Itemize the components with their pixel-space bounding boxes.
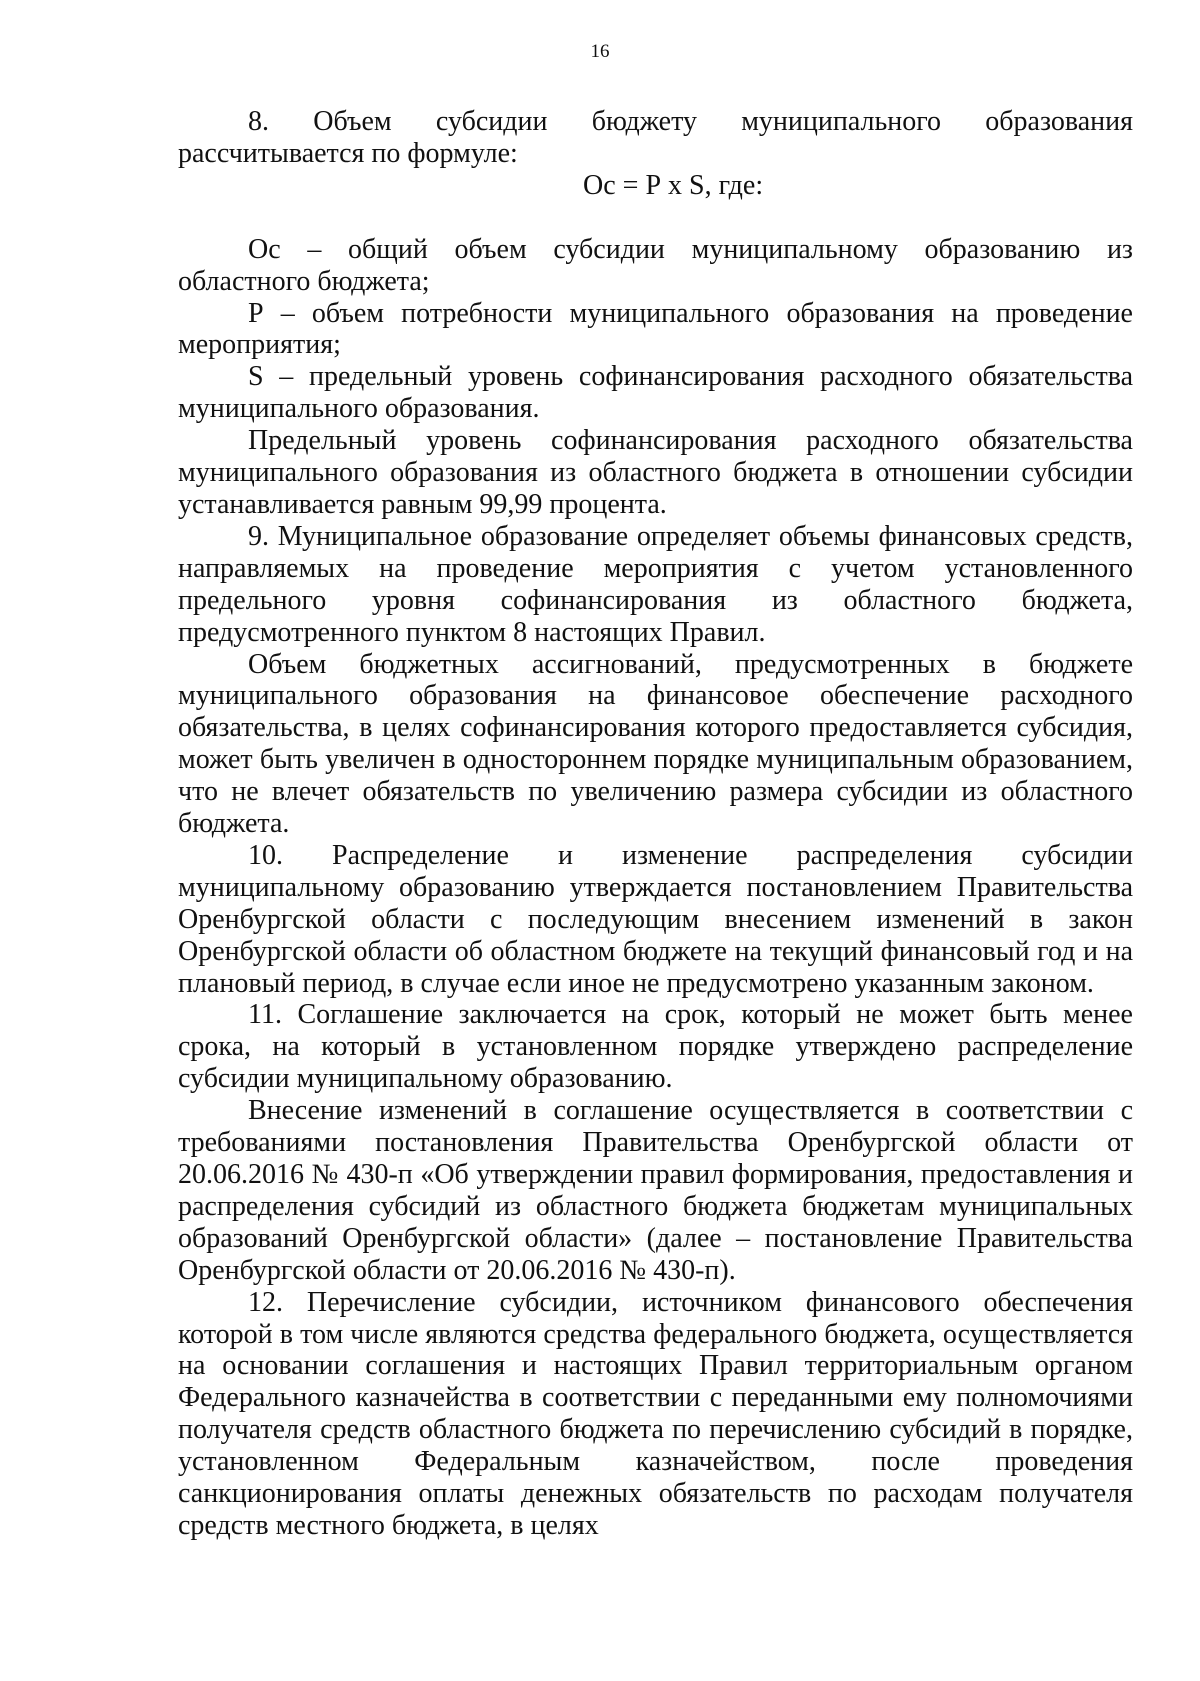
definition-p: Р – объем потребности муниципального образования на проведение мероприятия;	[178, 297, 1133, 361]
paragraph-10: 10. Распределение и изменение распределения субсидии муниципальному образованию утверждается постановлением Правительства Оренбургской области с последующим внесением изменений в закон Оренбургской области об областном бюджете на текущий финансовый год и на плановый период, в случае если иное не предусмотрено указанным законом.	[178, 839, 1133, 999]
definition-oc: Ос – общий объем субсидии муниципальному образованию из областного бюджета;	[178, 233, 1133, 297]
paragraph-11: 11. Соглашение заключается на срок, который не может быть менее срока, на который в установленном порядке утверждено распределение субсидии муниципальному образованию.	[178, 999, 1133, 1095]
agreement-changes-paragraph: Внесение изменений в соглашение осуществляется в соответствии с требованиями постановления Правительства Оренбургской области от 20.06.2016 № 430-п «Об утверждении правил формирования, предоставления и распределения субсидий из областного бюджета бюджетам муниципальных образований Оренбургской области» (далее – постановление Правительства Оренбургской области от 20.06.2016 № 430-п).	[178, 1095, 1133, 1286]
formula: Ос = Р x S, где:	[583, 169, 764, 201]
paragraph-8: 8. Объем субсидии бюджету муниципального образования рассчитывается по формуле:	[178, 106, 1133, 169]
budget-allocation-paragraph: Объем бюджетных ассигнований, предусмотренных в бюджете муниципального образования на финансовое обеспечение расходного обязательства, в целях софинансирования которого предоставляется субсидия, может быть увеличен в одностороннем порядке муниципальным образованием, что не влечет обязательств по увеличению размера субсидии из областного бюджета.	[178, 648, 1133, 840]
cofinancing-limit-paragraph: Предельный уровень софинансирования расходного обязательства муниципального образования из областного бюджета в отношении субсидии устанавливается равным 99,99 процента.	[178, 425, 1133, 520]
page-number: 16	[590, 41, 610, 62]
paragraph-12: 12. Перечисление субсидии, источником финансового обеспечения которой в том числе являются средства федерального бюджета, осуществляется на основании соглашения и настоящих Правил территориальным органом Федерального казначейства в соответствии с переданными ему полномочиями получателя средств областного бюджета по перечислению субсидий в порядке, установленном Федеральным казначейством, после проведения санкционирования оплаты денежных обязательств по расходам получателя средств местного бюджета, в целях	[178, 1286, 1133, 1541]
document-body	[178, 106, 1133, 1542]
definition-s: S – предельный уровень софинансирования расходного обязательства муниципального образования.	[178, 361, 1133, 425]
paragraph-9: 9. Муниципальное образование определяет объемы финансовых средств, направляемых на проведение мероприятия с учетом установленного предельного уровня софинансирования из областного бюджета, предусмотренного пунктом 8 настоящих Правил.	[178, 520, 1133, 648]
